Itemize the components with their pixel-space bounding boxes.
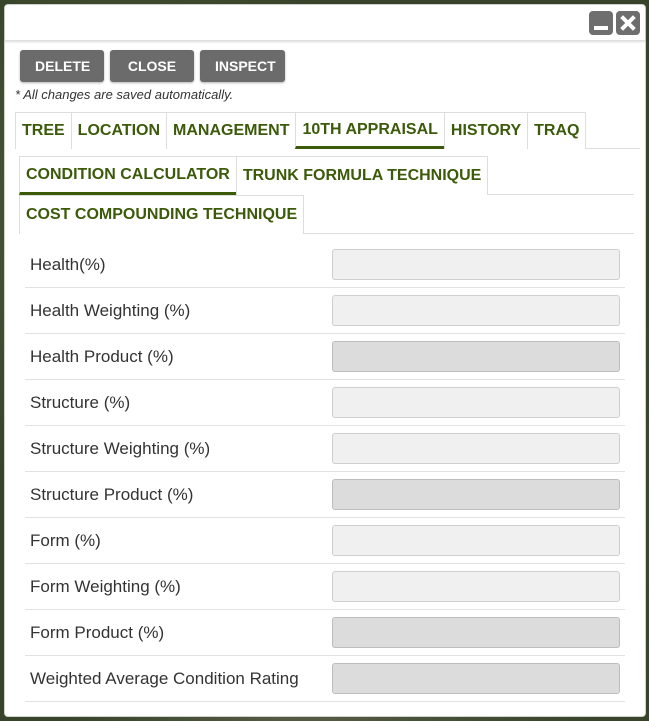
sub-tab-bar — [19, 156, 634, 234]
form-row-form-weighting — [25, 564, 625, 610]
minimize-button[interactable] — [589, 11, 613, 35]
sub-tab-row — [19, 195, 634, 234]
form-row-structure-product — [25, 472, 625, 518]
structure-weighting-label: Structure Weighting (%) — [30, 438, 211, 458]
inspect-button[interactable]: INSPECT — [200, 50, 285, 82]
form-product-label: Form Product (%) — [30, 622, 165, 642]
dialog-titlebar[interactable] — [5, 5, 645, 41]
tab-tree[interactable]: TREE — [15, 112, 71, 149]
sub-tab-row — [19, 156, 634, 195]
structure-weighting-input[interactable] — [332, 433, 620, 464]
structure-label: Structure (%) — [30, 392, 131, 412]
condition-calculator-form — [25, 242, 625, 702]
action-toolbar — [20, 50, 285, 82]
form-row-form-product — [25, 610, 625, 656]
form-row-health-weighting — [25, 288, 625, 334]
subtab-cost-compounding-technique[interactable]: COST COMPOUNDING TECHNIQUE — [19, 195, 304, 234]
form-row-structure-weighting — [25, 426, 625, 472]
form-input[interactable] — [332, 525, 620, 556]
tab-10th-appraisal[interactable]: 10TH APPRAISAL — [295, 112, 443, 149]
form-weighting-input[interactable] — [332, 571, 620, 602]
structure-product-field — [332, 479, 620, 510]
health-weighting-input[interactable] — [332, 295, 620, 326]
tab-management[interactable]: MANAGEMENT — [166, 112, 295, 149]
tree-edit-dialog — [4, 4, 646, 717]
delete-button[interactable]: DELETE — [20, 50, 104, 82]
form-label: Form (%) — [30, 530, 101, 550]
form-weighting-label: Form Weighting (%) — [30, 576, 181, 596]
health-product-label: Health Product (%) — [30, 346, 174, 366]
form-row-health-product — [25, 334, 625, 380]
form-product-field — [332, 617, 620, 648]
form-row-structure — [25, 380, 625, 426]
weighted-average-field — [332, 663, 620, 694]
health-input[interactable] — [332, 249, 620, 280]
structure-input[interactable] — [332, 387, 620, 418]
health-label: Health(%) — [30, 254, 106, 274]
form-row-form — [25, 518, 625, 564]
tab-history[interactable]: HISTORY — [444, 112, 527, 149]
form-row-health — [25, 242, 625, 288]
weighted-average-label: Weighted Average Condition Rating — [30, 668, 299, 688]
tab-location[interactable]: LOCATION — [71, 112, 166, 149]
health-product-field — [332, 341, 620, 372]
close-icon — [620, 15, 636, 31]
autosave-note: * All changes are saved automatically. — [15, 87, 234, 102]
subtab-condition-calculator[interactable]: CONDITION CALCULATOR — [19, 156, 236, 195]
structure-product-label: Structure Product (%) — [30, 484, 194, 504]
close-button[interactable]: CLOSE — [110, 50, 194, 82]
tab-traq[interactable]: TRAQ — [527, 112, 586, 149]
health-weighting-label: Health Weighting (%) — [30, 300, 191, 320]
minimize-icon — [594, 26, 608, 30]
main-tab-bar — [15, 112, 640, 149]
subtab-trunk-formula-technique[interactable]: TRUNK FORMULA TECHNIQUE — [236, 156, 489, 195]
close-window-button[interactable] — [616, 11, 640, 35]
form-row-weighted-average — [25, 656, 625, 702]
